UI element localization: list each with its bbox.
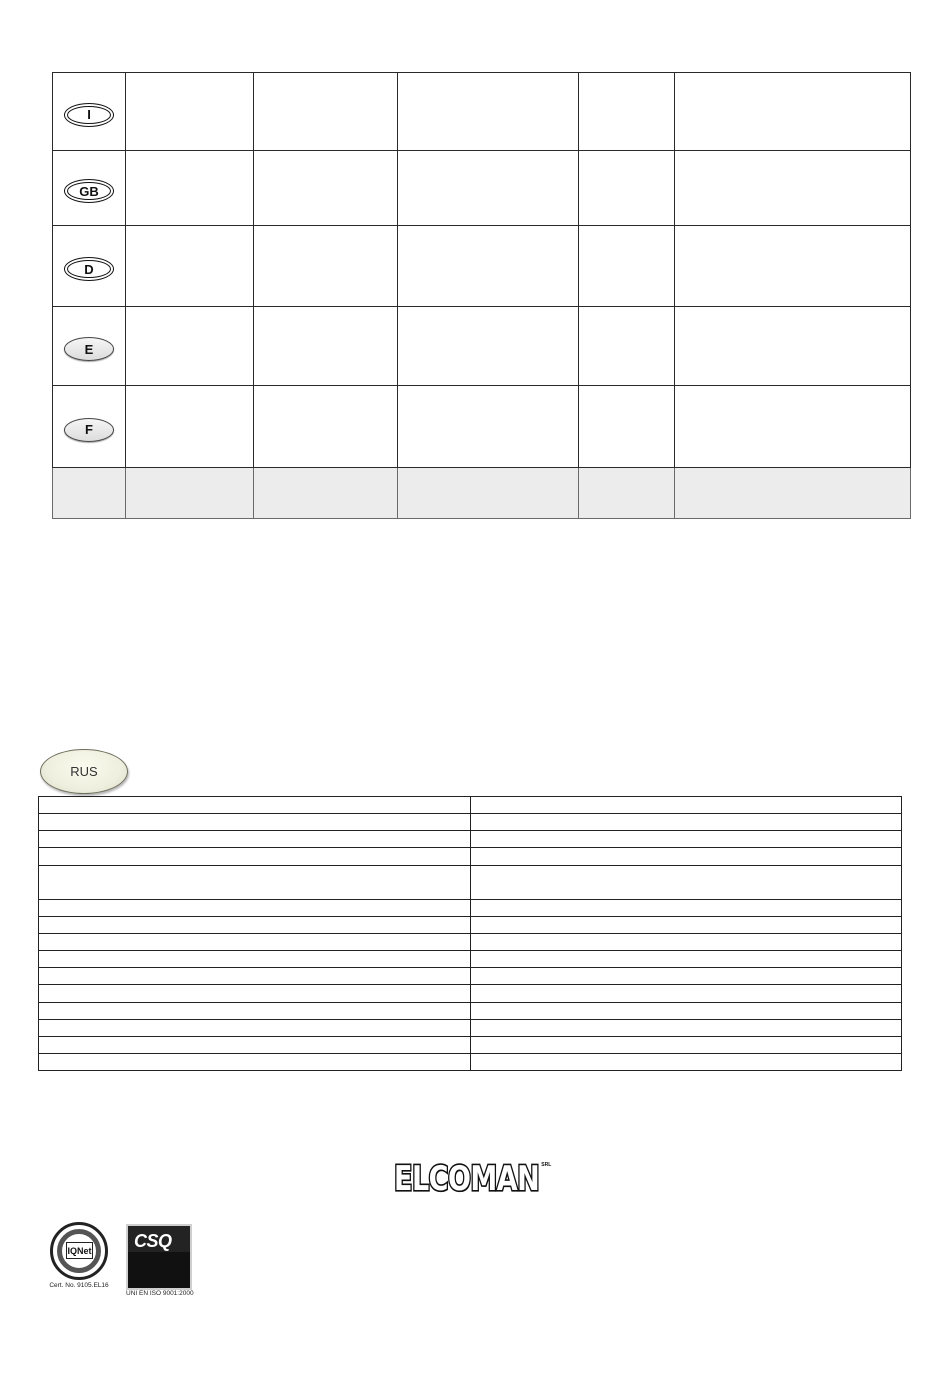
table-cell (471, 968, 902, 985)
table-cell (39, 848, 471, 865)
table-cell (39, 985, 471, 1002)
table-cell (579, 73, 675, 151)
table-cell (579, 307, 675, 386)
table-cell (675, 468, 911, 519)
csq-logo-text: CSQ (134, 1231, 172, 1251)
csq-certification (126, 1226, 192, 1297)
table-cell (254, 468, 398, 519)
table-cell (471, 899, 902, 916)
table-cell (675, 226, 911, 307)
table-row (39, 951, 902, 968)
elcoman-logo (394, 1160, 551, 1200)
table-cell (471, 951, 902, 968)
table-cell (53, 468, 126, 519)
table-cell (579, 226, 675, 307)
table-cell (39, 1036, 471, 1053)
table-row (39, 1053, 902, 1070)
table-cell (39, 831, 471, 848)
table-cell (471, 985, 902, 1002)
table-row (39, 1019, 902, 1036)
table-cell (254, 307, 398, 386)
table-cell (471, 848, 902, 865)
table-row-footer (53, 468, 911, 519)
table-row (39, 985, 902, 1002)
table-cell (471, 1019, 902, 1036)
russia-badge: RUS (40, 749, 128, 794)
table-cell (39, 899, 471, 916)
table-cell (39, 814, 471, 831)
table-cell (471, 814, 902, 831)
table-cell (254, 151, 398, 226)
table-cell (471, 865, 902, 899)
flag-cell (53, 226, 126, 307)
table-row (39, 1002, 902, 1019)
iqnet-caption: Cert. No. 9105.EL16 (49, 1282, 109, 1289)
table-cell (39, 865, 471, 899)
language-table (52, 72, 911, 519)
table-row-spanish (53, 307, 911, 386)
table-cell (471, 934, 902, 951)
csq-logo-icon (128, 1226, 190, 1288)
table-cell (675, 386, 911, 468)
table-cell (254, 73, 398, 151)
table-row-italian (53, 73, 911, 151)
table-cell (579, 468, 675, 519)
table-cell (675, 151, 911, 226)
table-cell (675, 73, 911, 151)
table-row (39, 916, 902, 933)
table-cell (398, 226, 579, 307)
table-cell (471, 1053, 902, 1070)
table-cell (126, 386, 254, 468)
table-cell (126, 468, 254, 519)
spain-badge: E (64, 337, 114, 361)
table-row-english (53, 151, 911, 226)
flag-cell (53, 386, 126, 468)
table-cell (471, 831, 902, 848)
table-cell (126, 73, 254, 151)
germany-badge: D (64, 257, 114, 281)
table-cell (471, 1036, 902, 1053)
table-cell (398, 386, 579, 468)
france-badge: F (64, 418, 114, 442)
table-cell (39, 1002, 471, 1019)
flag-cell (53, 307, 126, 386)
table-row (39, 831, 902, 848)
table-cell (39, 1019, 471, 1036)
russian-table (38, 796, 902, 1071)
italy-badge: I (64, 103, 114, 127)
flag-cell (53, 73, 126, 151)
table-row-french (53, 386, 911, 468)
table-cell (579, 151, 675, 226)
logo-wordmark: ELCOMAN (394, 1160, 540, 1199)
table-row (39, 899, 902, 916)
iqnet-logo-text: IQNet (66, 1242, 93, 1259)
table-cell (39, 797, 471, 814)
table-cell (126, 307, 254, 386)
iqnet-certification (48, 1222, 110, 1289)
table-cell (254, 386, 398, 468)
table-row (39, 865, 902, 899)
table-cell (675, 307, 911, 386)
table-cell (39, 934, 471, 951)
csq-caption: UNI EN ISO 9001:2000 (126, 1290, 194, 1297)
table-cell (471, 1002, 902, 1019)
table-cell (39, 951, 471, 968)
table-row (39, 1036, 902, 1053)
flag-cell (53, 151, 126, 226)
table-row (39, 968, 902, 985)
table-cell (398, 73, 579, 151)
table-cell (398, 468, 579, 519)
table-cell (39, 916, 471, 933)
table-row (39, 934, 902, 951)
table-cell (579, 386, 675, 468)
table-cell (39, 968, 471, 985)
table-cell (471, 797, 902, 814)
table-cell (126, 151, 254, 226)
table-row-german (53, 226, 911, 307)
table-cell (471, 916, 902, 933)
logo-suffix: SRL (541, 1162, 552, 1168)
table-row (39, 797, 902, 814)
table-row (39, 814, 902, 831)
iqnet-seal-icon (50, 1222, 108, 1280)
table-cell (126, 226, 254, 307)
great-britain-badge: GB (64, 179, 114, 203)
table-cell (398, 307, 579, 386)
table-row (39, 848, 902, 865)
table-cell (39, 1053, 471, 1070)
table-cell (254, 226, 398, 307)
table-cell (398, 151, 579, 226)
